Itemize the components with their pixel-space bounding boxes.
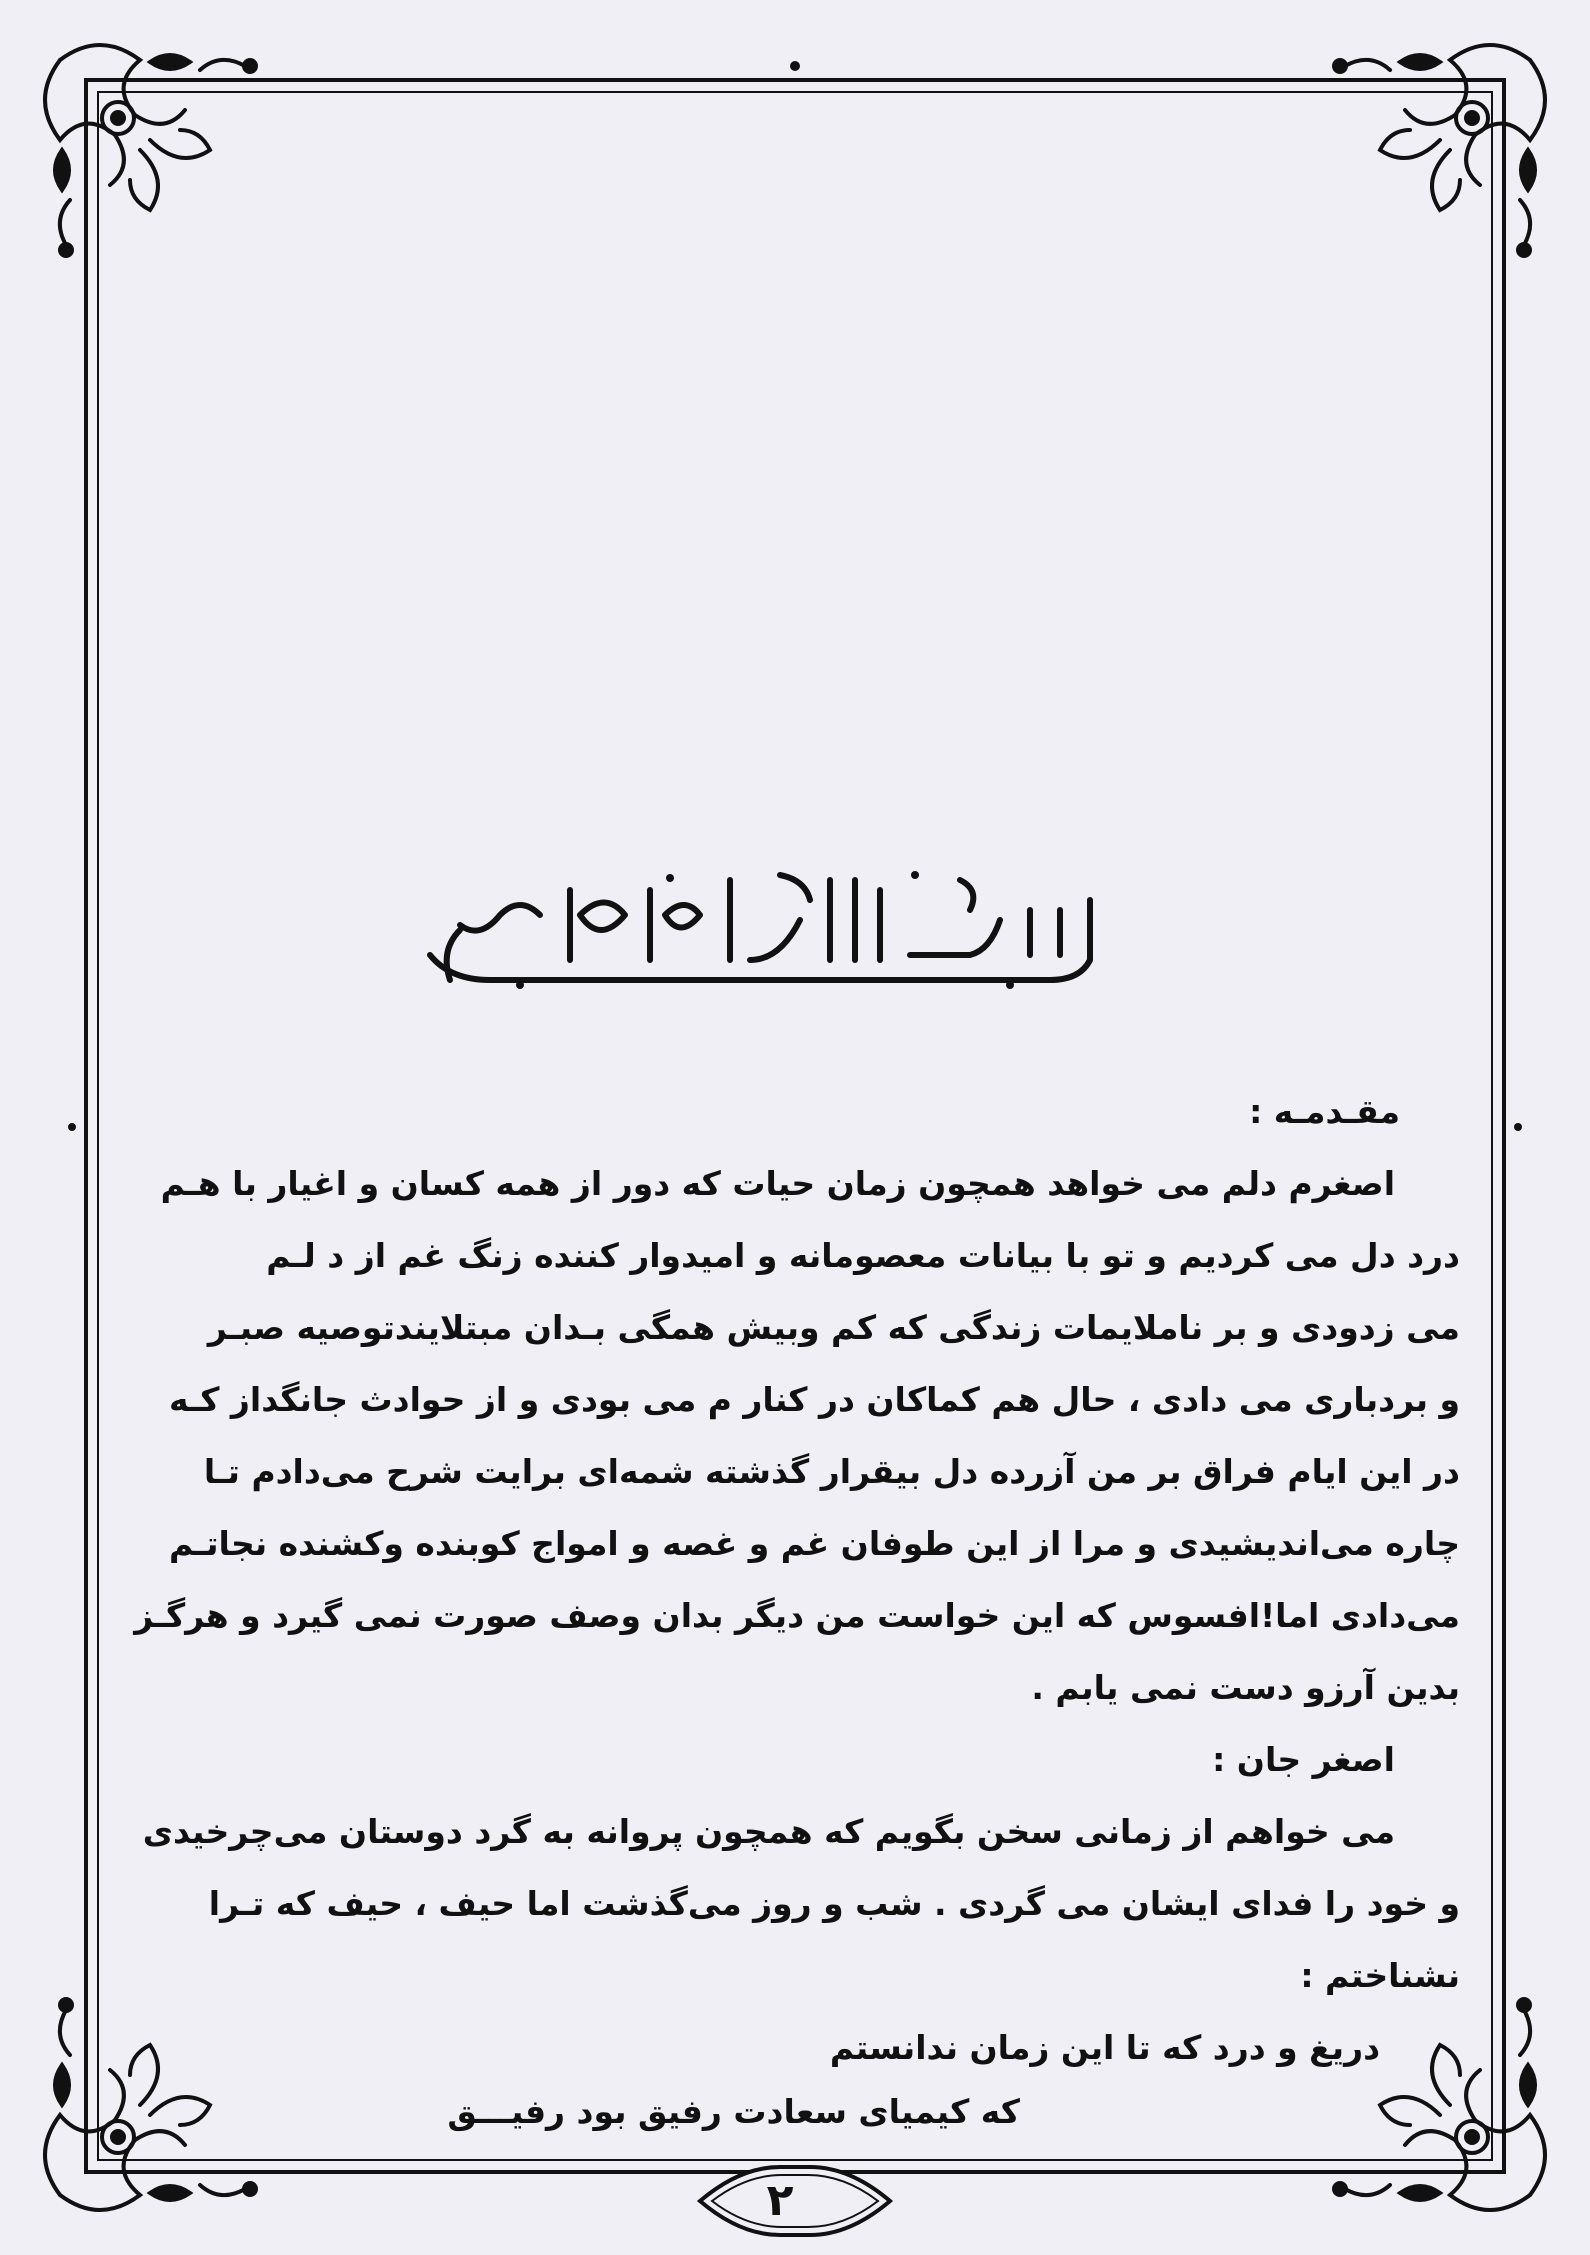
body2-line-2: و خود را فدای ایشان می گردی . شب و روز می‌گذشت اما حیف ، حیف که تـرا <box>208 1884 1460 1923</box>
verse-line-1: دریغ و درد که تا این زمان ندانستم <box>829 2028 1380 2067</box>
body2-line-1: می خواهم از زمانی سخن بگویم که همچون پروانه به گرد دوستان می‌چرخیدی <box>142 1812 1395 1851</box>
body-line-7: می‌دادی اما!افسوس که این خواست من دیگر بدان وصف صورت نمی گیرد و هرگـز <box>134 1596 1460 1635</box>
letter-body <box>110 1090 1460 2130</box>
heading: مقـدمـه : <box>1249 1092 1400 1131</box>
body-line-1: اصغرم دلم می خواهد همچون زمان حیات که دور از همه کسان و اغیار با هـم <box>160 1164 1395 1203</box>
page-number: ۲ <box>766 2175 794 2226</box>
body-line-8: بدین آرزو دست نمی یابم . <box>1031 1668 1460 1707</box>
body-line-2: درد دل می کردیم و تو با بیانات معصومانه و امیدوار کننده زنگ غم از د لـم <box>266 1236 1460 1275</box>
basmala-calligraphy <box>400 860 1100 1010</box>
body-line-3: می زدودی و بر ناملایمات زندگی که کم وبیش همگی بـدان مبتلایندتوصیه صبـر <box>207 1308 1460 1347</box>
body-line-6: چاره می‌اندیشیدی و مرا از این طوفان غم و غصه و امواج کوبنده وکشنده نجاتـم <box>169 1524 1460 1563</box>
body-line-4: و بردباری می دادی ، حال هم کماکان در کنار م می بودی و از حوادث جانگداز کـه <box>168 1380 1460 1419</box>
body2-line-3: نشناختم : <box>1300 1956 1460 1995</box>
basmala-calligraphy-image <box>400 860 1100 1010</box>
body-line-5: در این ایام فراق بر من آزرده دل بیقرار گذشته شمه‌ای برایت شرح می‌دادم تـا <box>203 1452 1460 1491</box>
address-line: اصغر جان : <box>1212 1740 1395 1779</box>
verse-line-2: که کیمیای سعادت رفیق بود رفیـــق <box>447 2092 1020 2131</box>
